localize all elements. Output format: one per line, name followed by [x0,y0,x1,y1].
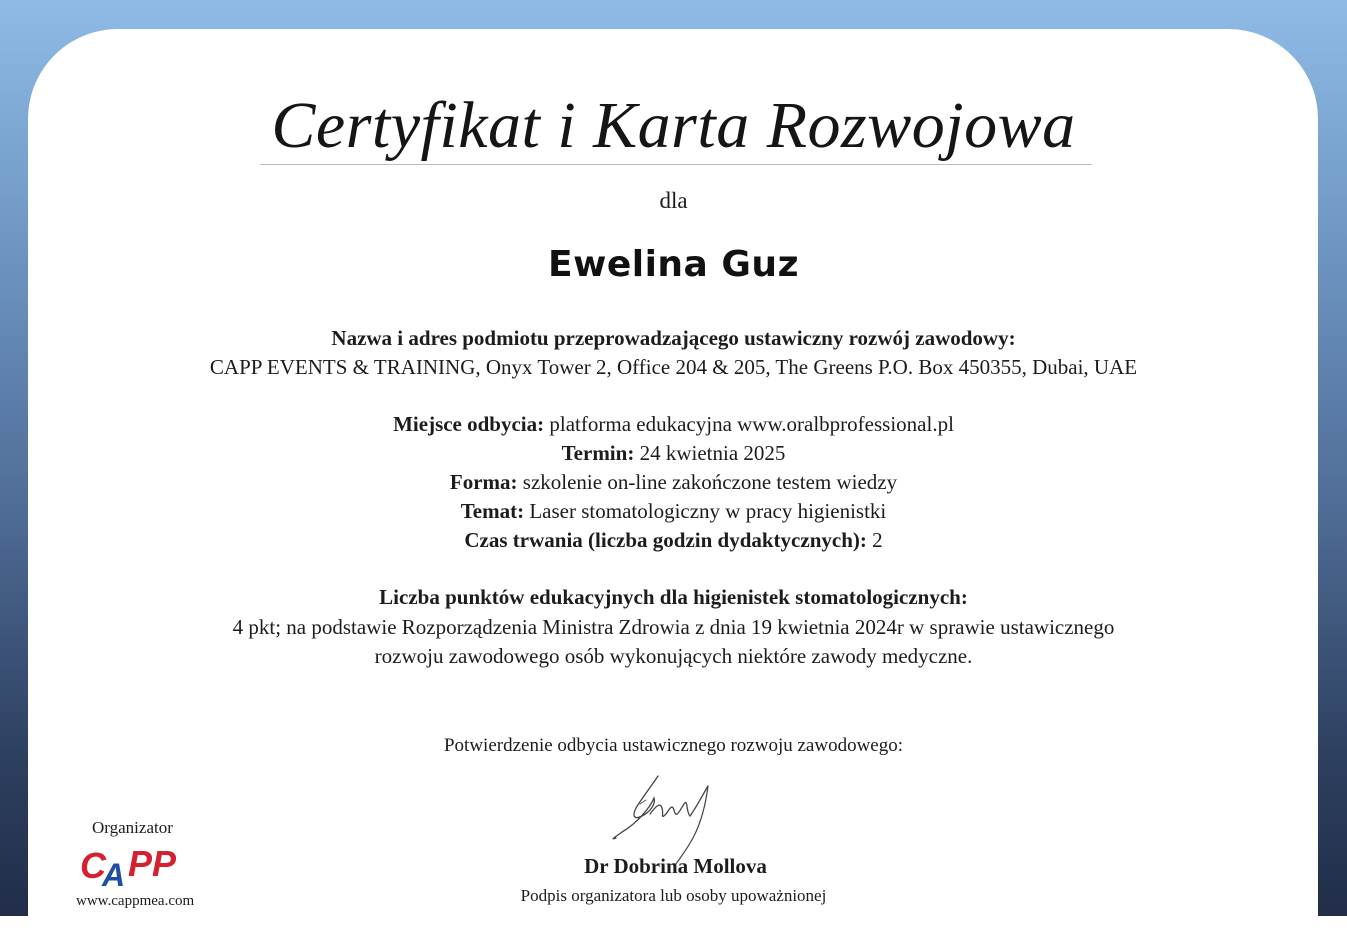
date-row [0,439,1347,468]
points-line-2: rozwoju zawodowego osób wykonujących niektóre zawody medyczne. [374,644,973,668]
place-label: Miejsce odbycia: [393,412,545,436]
svg-text:PP: PP [128,846,177,884]
date-value: 24 kwietnia 2025 [639,441,786,465]
place-value: platforma edukacyjna www.oralbprofessional.pl [549,412,954,436]
form-row [0,468,1347,497]
provider-value: CAPP EVENTS & TRAINING, Onyx Tower 2, Office 204 & 205, The Greens P.O. Box 450355, Dubai, UAE [209,355,1138,379]
capp-logo [80,846,200,890]
form-value: szkolenie on-line zakończone testem wiedzy [522,470,898,494]
date-label: Termin: [561,441,635,465]
organizer-label: Organizator [92,818,173,837]
topic-row [0,497,1347,526]
organizer-url: www.cappmea.com [76,893,195,909]
duration-value: 2 [872,528,883,552]
handwritten-signature [606,768,736,868]
points-line-1: 4 pkt; na podstawie Rozporządzenia Ministra Zdrowia z dnia 19 kwietnia 2024r w sprawie ustawicznego [232,615,1115,639]
confirmation-label: Potwierdzenie odbycia ustawicznego rozwoju zawodowego: [443,735,903,756]
duration-label: Czas trwania (liczba godzin dydaktycznych): [464,528,867,552]
duration-row [0,526,1347,555]
for-word: dla [659,188,688,213]
place-row [0,410,1347,439]
title-underline [260,164,1092,165]
svg-text:C: C [80,846,106,886]
provider-label: Nazwa i adres podmiotu przeprowadzającego ustawiczny rozwój zawodowy: [331,326,1016,350]
signer-role: Podpis organizatora lub osoby upoważnionej [520,886,827,905]
topic-label: Temat: [460,499,525,523]
svg-text:A: A [102,857,126,890]
topic-value: Laser stomatologiczny w pracy higienistki [529,499,887,523]
form-label: Forma: [449,470,518,494]
signer-name: Dr Dobrina Mollova [584,854,767,878]
recipient-name: Ewelina Guz [547,244,800,285]
certificate-title: Certyfikat i Karta Rozwojowa [271,89,1076,162]
points-label: Liczba punktów edukacyjnych dla higienistek stomatologicznych: [379,585,968,609]
